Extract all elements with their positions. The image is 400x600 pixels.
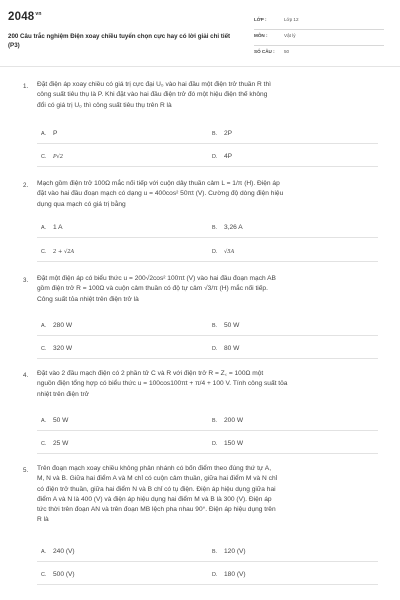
option-divider (37, 584, 378, 585)
question-line: gồm điện trở R = 100Ω và cuộn cảm thuần có độ tự cảm √3/π (H) mắc nối tiếp. (37, 285, 268, 293)
meta-value: 50 (284, 49, 290, 54)
question-line: công suất tiêu thụ là P. Khi đặt vào hai đầu điện trở đó một hiệu điện thế không (37, 91, 268, 99)
option-d[interactable] (212, 440, 243, 447)
meta-row-class (254, 14, 384, 30)
question-line: đổi có giá trị U₀ thì công suất tiêu thụ trên R là (37, 101, 172, 109)
option-c[interactable] (41, 440, 68, 447)
option-a[interactable] (41, 130, 57, 137)
option-divider (37, 237, 378, 238)
question-line: M, N và B. Giữa hai điểm A và M chỉ có cuộn cảm thuần, giữa hai điểm M và N chỉ (37, 475, 278, 483)
option-text: 120 (V) (224, 548, 246, 555)
meta-row-subject (254, 30, 384, 46)
option-divider (37, 453, 378, 454)
option-d[interactable] (212, 571, 246, 578)
option-letter: B. (212, 323, 218, 329)
option-letter: A. (41, 549, 47, 555)
site-logo[interactable] (8, 11, 42, 23)
option-a[interactable] (41, 417, 68, 424)
option-divider (37, 143, 378, 144)
option-text: 50 W (224, 322, 240, 329)
option-letter: D. (212, 441, 218, 447)
option-a[interactable] (41, 224, 63, 231)
option-b[interactable] (212, 548, 246, 555)
option-d[interactable] (212, 248, 234, 255)
question-line: có điện trở thuần, giữa hai điểm N và B chỉ có tụ điện. Điện áp hiệu dụng giữa hai (37, 485, 276, 493)
option-letter: C. (41, 249, 47, 255)
question-line: nhiệt trên điện trở (37, 390, 89, 398)
option-text: 280 W (53, 322, 73, 329)
option-divider (37, 335, 378, 336)
question-text (37, 274, 377, 305)
option-b[interactable] (212, 417, 243, 424)
question-text (37, 179, 377, 210)
question-number: 3. (23, 277, 29, 284)
option-b[interactable] (212, 130, 232, 137)
option-text: 1 A (53, 224, 63, 231)
document-title: 200 Câu trắc nghiệm Điện xoay chiều tuyển chọn cực hay có lời giải chi tiết (P3) (8, 33, 231, 49)
meta-label: SỐ CÂU : (254, 49, 275, 54)
meta-table (254, 14, 384, 62)
option-text: P (53, 130, 58, 137)
logo-main-text: 2048 (8, 11, 35, 23)
option-letter: D. (212, 249, 218, 255)
option-d[interactable] (212, 153, 232, 160)
option-text: 2 + √2A (53, 249, 75, 255)
question-line: Đặt điện áp xoay chiều có giá trị cực đại U₀ vào hai đầu một điện trở thuần R thì (37, 81, 271, 88)
logo-sub-text: vn (35, 11, 42, 18)
option-a[interactable] (41, 322, 72, 329)
option-text: 500 (V) (53, 571, 75, 578)
question-line: tức thời trên đoạn AN và trên đoạn MB lệch pha nhau 90°. Điện áp hiệu dụng trên (37, 506, 276, 514)
question-line: nguồn điện tổng hợp có biểu thức u = 100cos100πt + π/4 + 100 V. Tính công suất tỏa (37, 380, 288, 388)
option-divider (37, 358, 378, 359)
question-number: 2. (23, 182, 29, 189)
option-letter: B. (212, 418, 218, 424)
option-text: 3,26 A (224, 224, 243, 231)
question-line: Đặt vào 2 đầu mạch điện có 2 phần tử C và R với điện trở R = Z꜀ = 100Ω một (37, 370, 264, 377)
option-divider (37, 561, 378, 562)
header (0, 0, 400, 66)
question-line: dụng qua mạch có giá trị bằng (37, 200, 126, 208)
meta-label: LỚP : (254, 17, 267, 22)
option-text: 180 (V) (224, 571, 246, 578)
option-text: 2P (224, 130, 233, 137)
option-text: 25 W (53, 440, 69, 447)
option-letter: A. (41, 131, 47, 137)
option-letter: D. (212, 154, 218, 160)
question-line: Trên đoạn mạch xoay chiều không phân nhánh có bốn điểm theo đúng thứ tự A, (37, 465, 272, 472)
header-divider (0, 66, 400, 67)
option-text: P√2 (53, 154, 64, 160)
question-line: điểm A và N là 400 (V) và điện áp hiệu dụng hai điểm M và B là 300 (V). Điện áp (37, 495, 272, 503)
question-number: 5. (23, 467, 29, 474)
question-line: đặt vào hai đầu đoạn mạch có dạng u = 400cos² 50πt (V). Cường độ dòng điện hiệu (37, 190, 284, 198)
option-text: 50 W (53, 417, 69, 424)
question-text (37, 369, 377, 400)
meta-row-count (254, 46, 384, 62)
option-letter: B. (212, 225, 218, 231)
question-number: 4. (23, 372, 29, 379)
option-b[interactable] (212, 224, 243, 231)
meta-value: Vật lý (284, 33, 296, 38)
option-text: 4P (224, 153, 233, 160)
option-text: 240 (V) (53, 548, 75, 555)
meta-label: MÔN : (254, 33, 268, 38)
option-divider (37, 166, 378, 167)
option-c[interactable] (41, 345, 72, 352)
option-letter: B. (212, 549, 218, 555)
question-text (37, 80, 377, 111)
meta-value: Lớp 12 (284, 17, 299, 22)
option-c[interactable] (41, 571, 75, 578)
option-text: 200 W (224, 417, 244, 424)
question-line: Mạch gồm điện trở 100Ω mắc nối tiếp với cuộn dây thuần cảm L = 1/π (H). Điện áp (37, 180, 280, 187)
option-text: √5A (224, 249, 235, 255)
question-line: Công suất tỏa nhiệt trên điện trở là (37, 295, 139, 303)
option-divider (37, 261, 378, 262)
question-line: Đặt một điện áp có biểu thức u = 200√2cos² 100πt (V) vào hai đầu đoạn mạch AB (37, 275, 276, 282)
option-text: 80 W (224, 345, 240, 352)
option-letter: C. (41, 441, 47, 447)
option-letter: D. (212, 346, 218, 352)
option-d[interactable] (212, 345, 239, 352)
option-letter: D. (212, 572, 218, 578)
option-divider (37, 430, 378, 431)
option-letter: A. (41, 225, 47, 231)
option-a[interactable] (41, 548, 75, 555)
option-letter: B. (212, 131, 218, 137)
option-text: 150 W (224, 440, 244, 447)
option-c[interactable] (41, 153, 63, 160)
option-letter: C. (41, 346, 47, 352)
option-letter: A. (41, 418, 47, 424)
option-letter: C. (41, 154, 47, 160)
question-number: 1. (23, 83, 29, 90)
question-text (37, 464, 377, 526)
option-b[interactable] (212, 322, 239, 329)
question-line: R là (37, 516, 49, 524)
option-c[interactable] (41, 248, 74, 255)
option-text: 320 W (53, 345, 73, 352)
option-letter: A. (41, 323, 47, 329)
option-letter: C. (41, 572, 47, 578)
